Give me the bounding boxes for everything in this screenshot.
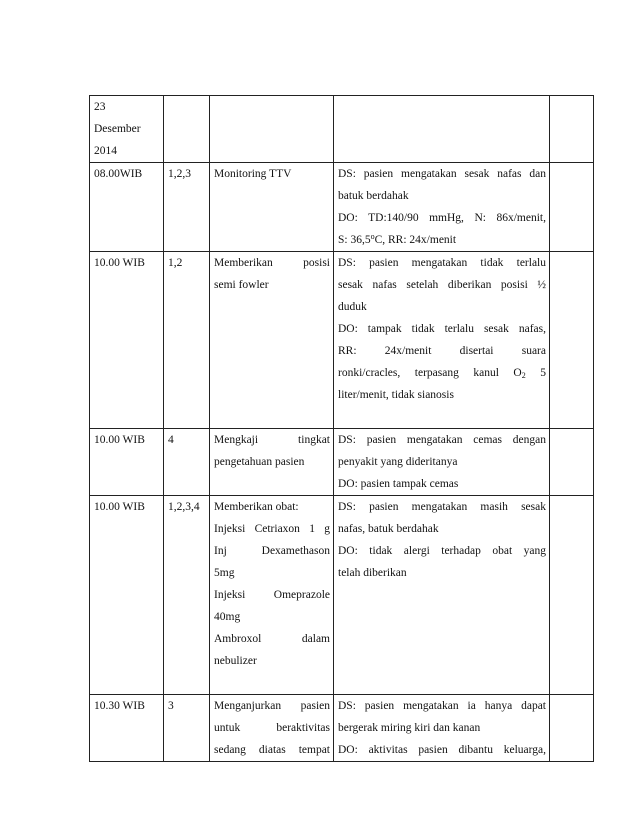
diagnosis-number-cell: 1,2 bbox=[164, 252, 210, 429]
response-cell bbox=[334, 252, 550, 429]
nursing-implementation-table bbox=[89, 95, 594, 762]
empty-cell bbox=[164, 96, 210, 163]
response-cell bbox=[334, 163, 550, 252]
response-line: DS: pasien mengatakan cemas dengan bbox=[338, 434, 546, 446]
time-cell: 10.00 WIB bbox=[90, 429, 164, 496]
o2-suffix: 5 bbox=[525, 367, 546, 379]
paraf-cell bbox=[550, 429, 594, 496]
action-line: Inj Dexamethason bbox=[214, 545, 330, 557]
response-line: penyakit yang dideritanya bbox=[338, 456, 458, 468]
diagnosis-number-cell: 3 bbox=[164, 695, 210, 762]
table-row bbox=[90, 429, 594, 496]
table-row bbox=[90, 496, 594, 695]
degree-sup: o bbox=[370, 232, 375, 241]
response-line: DO: pasien tampak cemas bbox=[338, 478, 459, 490]
response-line: DO: aktivitas pasien dibantu keluarga, bbox=[338, 744, 546, 756]
action-line: Memberikan obat: bbox=[214, 501, 299, 513]
temp-prefix: S: 36,5 bbox=[338, 234, 371, 246]
paraf-cell bbox=[550, 163, 594, 252]
action-cell bbox=[210, 429, 334, 496]
temp-suffix: C, RR: 24x/menit bbox=[374, 234, 457, 246]
time-cell: 10.30 WIB bbox=[90, 695, 164, 762]
action-line: Memberikan posisi bbox=[214, 257, 330, 269]
response-line: DO: tidak alergi terhadap obat yang bbox=[338, 545, 546, 557]
response-cell bbox=[334, 695, 550, 762]
response-line: liter/menit, tidak sianosis bbox=[338, 389, 454, 401]
action-line: pengetahuan pasien bbox=[214, 456, 305, 468]
response-line: duduk bbox=[338, 301, 367, 313]
date-cell bbox=[90, 96, 164, 163]
paraf-cell bbox=[550, 252, 594, 429]
response-line: sesak nafas setelah diberikan posisi ½ bbox=[338, 279, 546, 291]
action-line: Menganjurkan pasien bbox=[214, 700, 330, 712]
diagnosis-number-cell: 1,2,3,4 bbox=[164, 496, 210, 695]
response-line: telah diberikan bbox=[338, 567, 407, 579]
response-cell bbox=[334, 429, 550, 496]
empty-cell bbox=[550, 96, 594, 163]
o2-sub: 2 bbox=[521, 371, 526, 380]
action-line: Injeksi Omeprazole bbox=[214, 589, 330, 601]
action-line: semi fowler bbox=[214, 279, 269, 291]
time-cell: 10.00 WIB bbox=[90, 496, 164, 695]
table-row bbox=[90, 695, 594, 762]
time-cell: 10.00 WIB bbox=[90, 252, 164, 429]
response-line: DS: pasien mengatakan ia hanya dapat bbox=[338, 700, 546, 712]
date-line: 23 bbox=[94, 101, 106, 113]
action-line: untuk beraktivitas bbox=[214, 722, 330, 734]
table-row bbox=[90, 252, 594, 429]
action-line: Monitoring TTV bbox=[214, 168, 292, 180]
diagnosis-number-cell: 4 bbox=[164, 429, 210, 496]
response-line: DO: TD:140/90 mmHg, N: 86x/menit, bbox=[338, 212, 546, 224]
oxygen-line bbox=[338, 362, 546, 384]
action-cell bbox=[210, 695, 334, 762]
action-cell bbox=[210, 252, 334, 429]
action-line: Mengkaji tingkat bbox=[214, 434, 330, 446]
paraf-cell bbox=[550, 496, 594, 695]
action-line: 5mg bbox=[214, 567, 235, 579]
action-cell bbox=[210, 496, 334, 695]
paraf-cell bbox=[550, 695, 594, 762]
o2-prefix: ronki/cracles, terpasang kanul O bbox=[338, 367, 522, 379]
response-line: nafas, batuk berdahak bbox=[338, 523, 439, 535]
response-line: RR: 24x/menit disertai suara bbox=[338, 345, 546, 357]
response-line: DS: pasien mengatakan sesak nafas dan bbox=[338, 168, 546, 180]
response-cell bbox=[334, 496, 550, 695]
action-line: 40mg bbox=[214, 611, 241, 623]
action-line: nebulizer bbox=[214, 655, 257, 667]
action-line: Injeksi Cetriaxon 1 g bbox=[214, 523, 330, 535]
time-cell: 08.00WIB bbox=[90, 163, 164, 252]
date-line: Desember bbox=[94, 123, 141, 135]
date-line: 2014 bbox=[94, 145, 117, 157]
empty-cell bbox=[210, 96, 334, 163]
action-cell bbox=[210, 163, 334, 252]
diagnosis-number-cell: 1,2,3 bbox=[164, 163, 210, 252]
response-line: DS: pasien mengatakan masih sesak bbox=[338, 501, 546, 513]
empty-cell bbox=[334, 96, 550, 163]
temperature-line bbox=[338, 229, 546, 251]
date-row bbox=[90, 96, 594, 163]
response-line: batuk berdahak bbox=[338, 190, 409, 202]
action-line: sedang diatas tempat bbox=[214, 744, 330, 756]
action-line: Ambroxol dalam bbox=[214, 633, 330, 645]
table-row bbox=[90, 163, 594, 252]
response-line: DO: tampak tidak terlalu sesak nafas, bbox=[338, 323, 546, 335]
response-line: DS: pasien mengatakan tidak terlalu bbox=[338, 257, 546, 269]
response-line: bergerak miring kiri dan kanan bbox=[338, 722, 481, 734]
